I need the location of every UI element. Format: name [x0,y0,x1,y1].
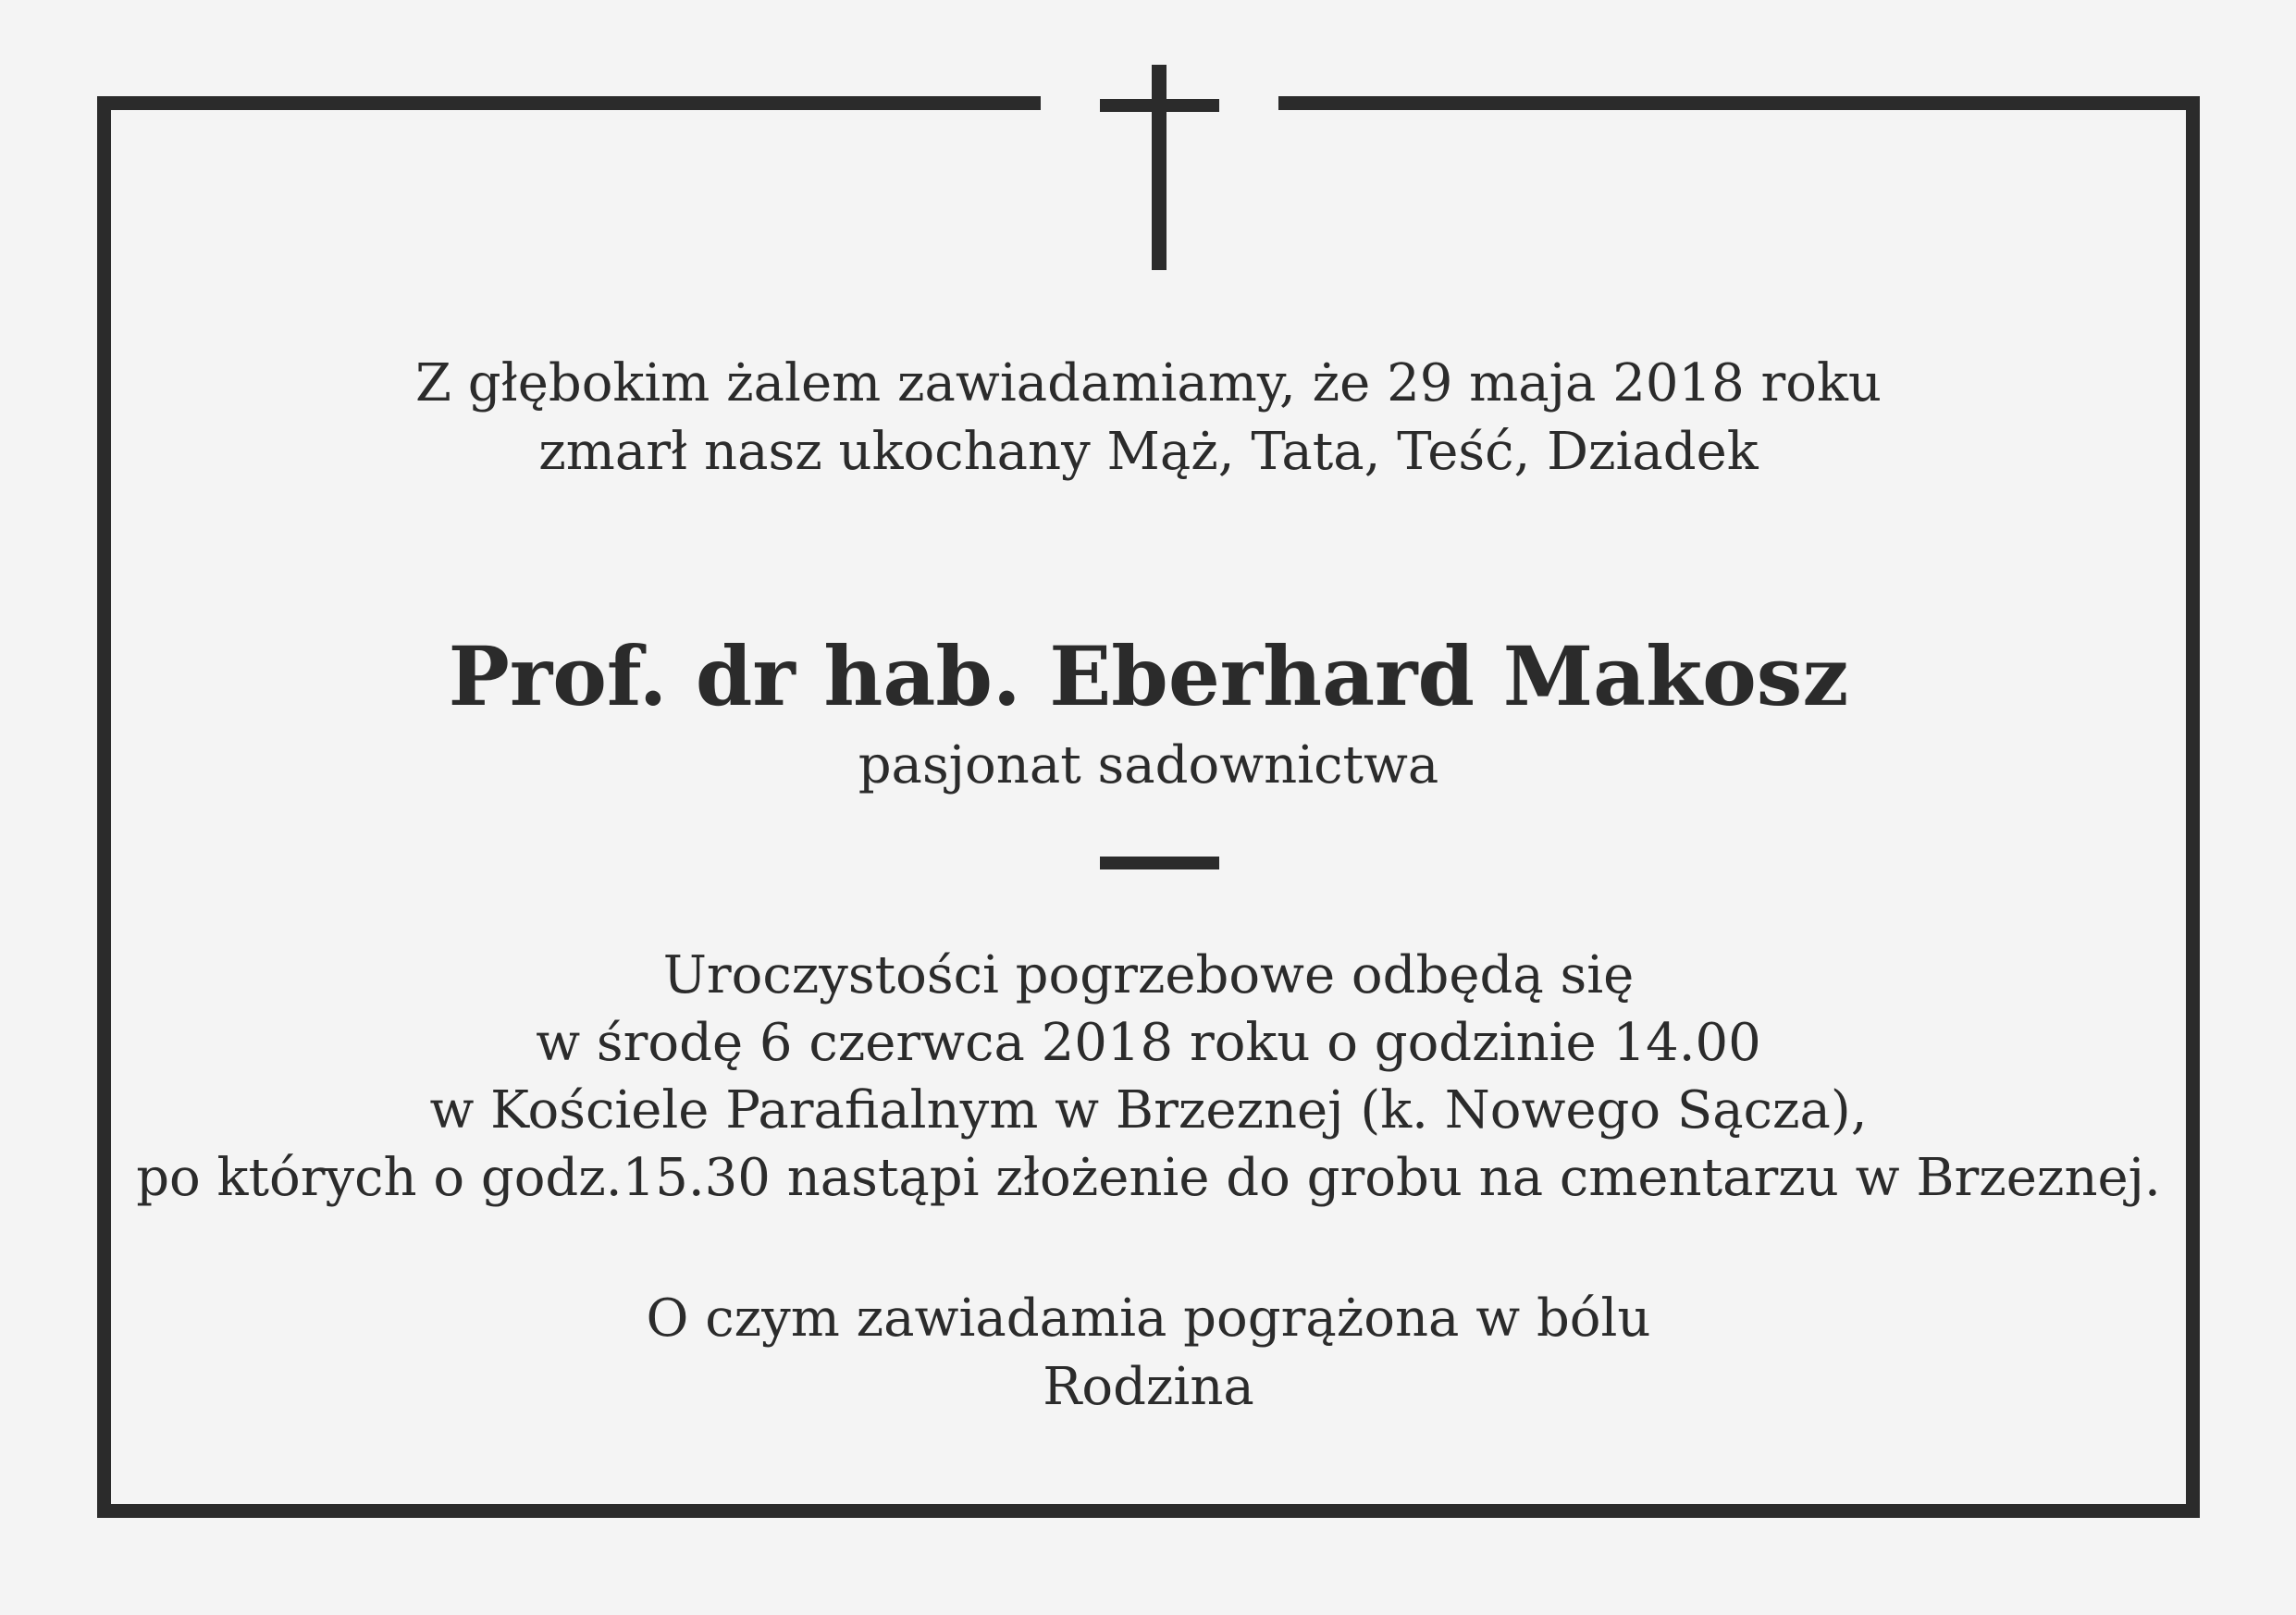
frame-top-left [97,96,1041,110]
cross-horizontal-bar [1100,99,1219,112]
closing-line: Rodzina [1043,1357,1254,1417]
intro-line: zmarł nasz ukochany Mąż, Tata, Teść, Dziadek [538,422,1759,482]
funeral-line: w Kościele Parafialnym w Brzeznej (k. Nowego Sącza), [429,1080,1868,1140]
closing-line: O czym zawiadamia pogrążona w bólu [646,1288,1651,1349]
frame-left [97,96,111,1518]
deceased-descriptor: pasjonat sadownictwa [858,735,1439,795]
intro-line: Z głębokim żalem zawiadamiamy, że 29 maja 2018 roku [414,353,1882,413]
deceased-name: Prof. dr hab. Eberhard Makosz [448,628,1849,724]
funeral-line: Uroczystości pogrzebowe odbędą się [662,945,1635,1005]
frame-bottom [97,1504,2200,1518]
funeral-line: po których o godz.15.30 nastąpi złożenie do grobu na cmentarzu w Brzeznej. [136,1148,2161,1208]
frame-top-right [1278,96,2200,110]
intro-text [111,350,2186,487]
cross-vertical-bar [1152,65,1167,270]
closing-text [111,1285,2186,1422]
funeral-line: w środę 6 czerwca 2018 roku o godzinie 14.00 [536,1013,1761,1073]
funeral-details [111,942,2186,1212]
separator-bar [1100,857,1219,869]
frame-right [2186,96,2200,1518]
